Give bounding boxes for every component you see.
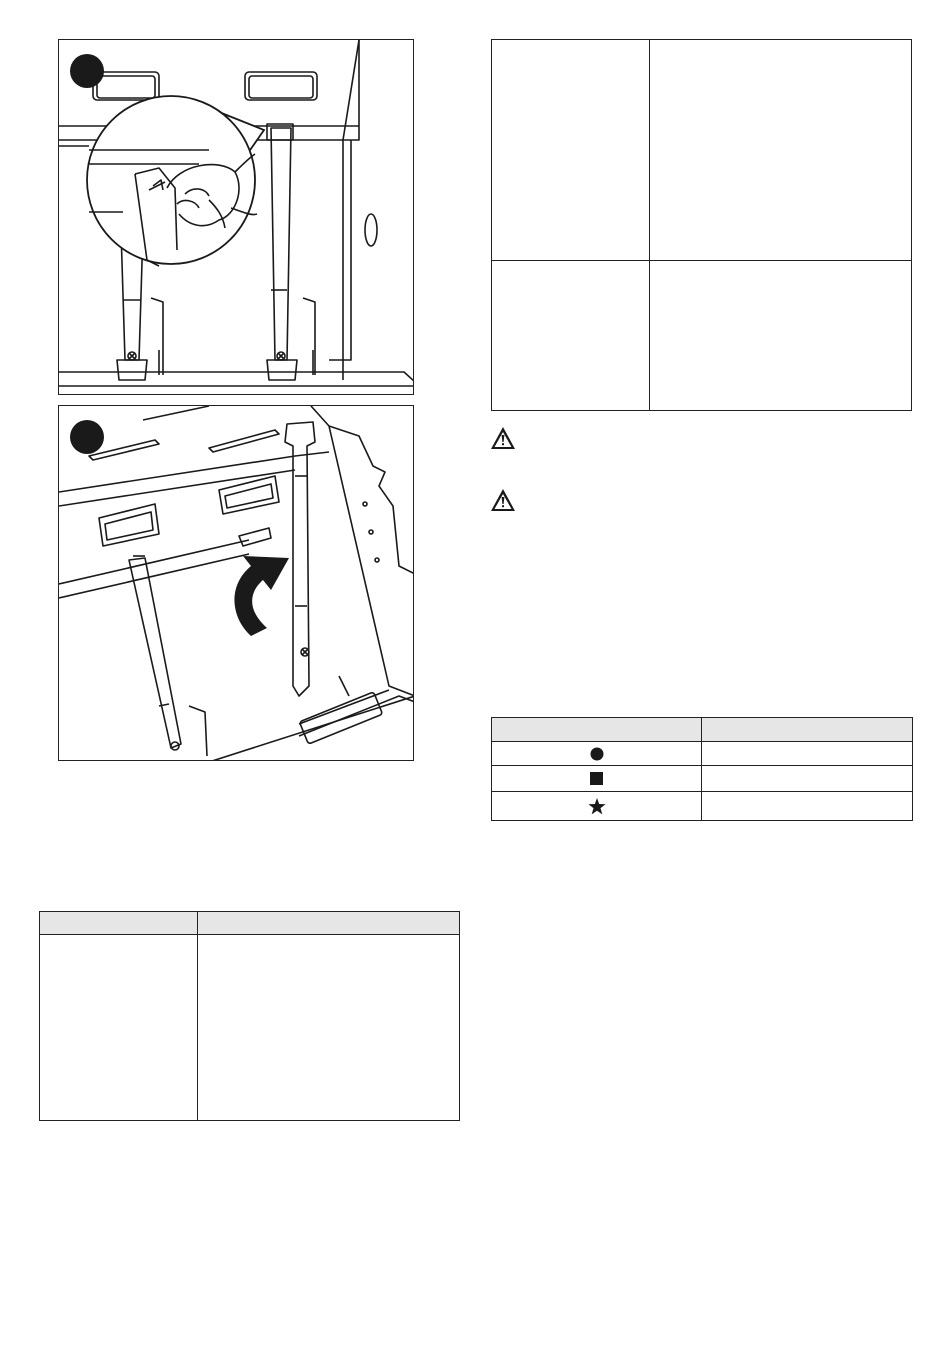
table-cell — [650, 40, 912, 261]
table-header-cell — [702, 718, 913, 742]
filled-circle-icon — [590, 747, 604, 761]
right-info-table — [491, 39, 912, 411]
filled-star-icon — [588, 798, 606, 815]
table-row — [492, 766, 913, 792]
table-cell — [492, 261, 650, 411]
symbol-legend-table — [491, 717, 913, 821]
table-header-row — [40, 912, 460, 935]
table-header-row — [492, 718, 913, 742]
table-cell — [492, 792, 702, 821]
figure-step-2 — [58, 405, 414, 761]
hand-unhooking-burner-pin-illustration — [59, 40, 414, 395]
table-row — [40, 935, 460, 1121]
table-cell — [492, 766, 702, 792]
table-header-cell — [492, 718, 702, 742]
warning-triangle-icon — [490, 488, 516, 512]
step-marker-2 — [70, 420, 104, 454]
table-row — [492, 40, 912, 261]
table-cell — [492, 40, 650, 261]
left-info-table — [39, 911, 460, 1121]
figure-step-1 — [58, 39, 414, 395]
step-marker-1 — [70, 54, 104, 88]
table-cell — [702, 742, 913, 766]
table-header-cell — [198, 912, 460, 935]
table-cell — [198, 935, 460, 1121]
table-header-cell — [40, 912, 198, 935]
filled-square-icon — [590, 772, 603, 785]
rotate-burner-tube-out-illustration — [59, 406, 414, 761]
table-cell — [40, 935, 198, 1121]
table-cell — [492, 742, 702, 766]
table-cell — [702, 766, 913, 792]
table-row — [492, 261, 912, 411]
table-row — [492, 742, 913, 766]
table-cell — [650, 261, 912, 411]
table-cell — [702, 792, 913, 821]
table-row — [492, 792, 913, 821]
rotate-arrow-icon — [234, 556, 289, 636]
warning-triangle-icon — [490, 426, 516, 450]
